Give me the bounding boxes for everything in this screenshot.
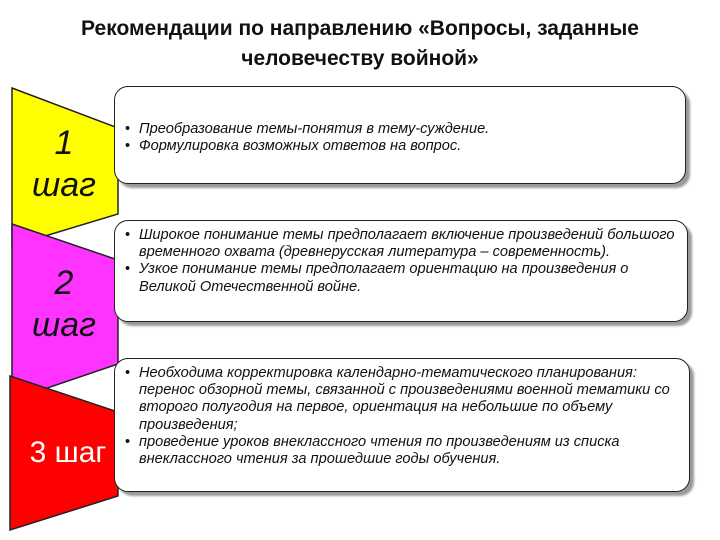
step-3-item: • Необходима корректировка календарно-тематического планирования: перенос обзорной темы, связанной с произведениями военной тематики со второго полугодия на первое, ориентация на небольшие по объему произведения; xyxy=(125,365,677,434)
step-2-item: • Широкое понимание темы предполагает включение произведений большого временного охвата (древнерусская литература – современность). xyxy=(125,227,675,261)
step-1-box xyxy=(114,86,686,184)
step-3-label: 3 шаг xyxy=(29,436,107,469)
step-2-label xyxy=(14,262,114,346)
title-line-1: Рекомендации по направлению «Вопросы, заданные xyxy=(81,17,639,40)
step-1-word: шаг xyxy=(32,166,96,204)
step-1-item: • Формулировка возможных ответов на вопрос. xyxy=(125,138,673,155)
step-2-item: • Узкое понимание темы предполагает ориентацию на произведения о Великой Отечественной войне. xyxy=(125,261,675,295)
step-1-label xyxy=(14,122,114,206)
title-line-2: человечеству войной» xyxy=(241,47,479,70)
step-1-item: • Преобразование темы-понятия в тему-суждение. xyxy=(125,121,673,138)
step-2-box xyxy=(114,220,688,322)
step-2-number: 2 xyxy=(54,264,74,302)
step-3-item: • проведение уроков внеклассного чтения по произведениям из списка внеклассного чтения за прошедшие годы обучения. xyxy=(125,434,677,468)
step-2-word: шаг xyxy=(32,306,96,344)
step-3-box xyxy=(114,358,690,492)
step-1-number: 1 xyxy=(54,124,74,162)
